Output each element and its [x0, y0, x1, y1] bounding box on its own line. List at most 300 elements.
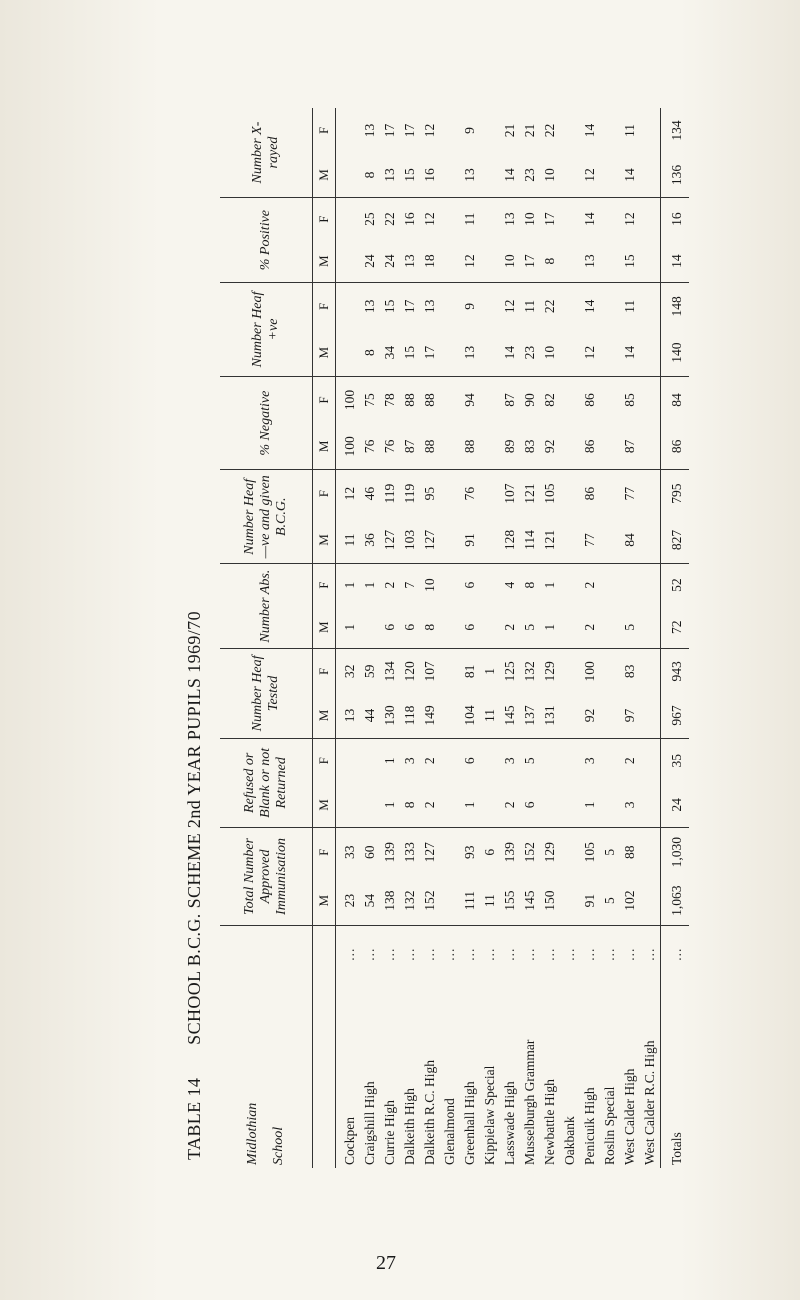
percent-positive-female-cell: 10	[522, 212, 537, 226]
heaf-tested-female-cell: 81	[462, 664, 477, 679]
leader-dots: ...	[382, 947, 397, 961]
negative-bcg-female-cell: 46	[362, 486, 377, 501]
total-approved-female-cell: 129	[542, 842, 557, 863]
negative-bcg-female-cell: 105	[542, 483, 557, 504]
total-approved-female-cell	[640, 828, 661, 877]
absent-female-header: F	[313, 564, 336, 607]
heaf-tested-female-cell: 1	[482, 667, 497, 675]
school-name: Craigshill High	[362, 1081, 377, 1165]
leader-dots: ...	[362, 947, 377, 961]
negative-bcg-male-cell: 121	[540, 517, 560, 564]
absent-male-cell	[600, 606, 620, 649]
refused-female-cell: 3	[582, 757, 597, 765]
table-row	[580, 108, 600, 1168]
heaf-tested-male-cell: 44	[360, 693, 380, 738]
heaf-tested-female-cell: 129	[542, 661, 557, 682]
negative-bcg-male-cell: 127	[380, 517, 400, 564]
total-approved-male-cell: 11	[480, 876, 500, 925]
table-row	[460, 108, 480, 1168]
percent-positive-male-cell: 15	[620, 240, 640, 283]
heaf-positive-female-cell: 22	[542, 299, 557, 314]
negative-bcg-female-cell	[440, 470, 460, 517]
heaf-tested-female-cell	[640, 649, 661, 694]
percent-negative-female-cell: 85	[622, 393, 637, 407]
percent-negative-female-cell	[440, 376, 460, 423]
refused-female-cell	[440, 738, 460, 783]
heaf-tested-male-cell: 97	[620, 693, 640, 738]
percent-negative-female-cell: 84	[661, 376, 690, 423]
table-row	[600, 108, 620, 1168]
total-approved-female-cell: 33	[342, 845, 357, 859]
total-approved-male-cell: 155	[500, 876, 520, 925]
percent-negative-male-cell: 89	[500, 423, 520, 470]
total-approved-female-cell: 133	[402, 842, 417, 863]
x-rayed-male-cell	[440, 153, 460, 198]
percent-positive-male-cell: 13	[580, 240, 600, 283]
negative-bcg-female-cell: 795	[661, 470, 690, 517]
percent-positive-male-cell	[440, 240, 460, 283]
heaf-positive-male-cell: 14	[620, 330, 640, 377]
negative-bcg-female-cell: 77	[622, 486, 637, 501]
refused-female-cell: 3	[402, 757, 417, 765]
percent-positive-female-cell: 16	[661, 198, 690, 241]
x-rayed-female-cell	[440, 108, 460, 153]
percent-negative-male-cell	[600, 423, 620, 470]
x-rayed-female-cell: 12	[422, 123, 437, 138]
x-rayed-male-cell: 14	[620, 153, 640, 198]
total-approved-male-cell	[440, 876, 460, 925]
heaf-positive-female-header: F	[313, 283, 336, 330]
absent-male-cell: 6	[380, 606, 400, 649]
leader-dots: ...	[342, 947, 357, 961]
refused-male-cell: 1	[380, 783, 400, 828]
heaf-tested-male-cell	[600, 693, 620, 738]
heaf-positive-male-cell: 23	[520, 330, 540, 377]
x-rayed-male-cell	[560, 153, 580, 198]
percent-negative-male-cell	[480, 423, 500, 470]
absent-female-cell	[440, 564, 460, 607]
leader-dots: ...	[402, 947, 417, 961]
x-rayed-female-cell: 14	[582, 123, 597, 138]
refused-female-cell	[360, 738, 380, 783]
x-rayed-female-cell	[560, 108, 580, 153]
percent-positive-female-header: F	[313, 198, 336, 241]
percent-negative-female-cell: 88	[422, 393, 437, 407]
table-label: TABLE 14	[184, 1077, 204, 1160]
total-approved-male-cell: 132	[400, 876, 420, 925]
heaf-tested-male-cell: 131	[540, 693, 560, 738]
table-row	[336, 108, 361, 1168]
negative-bcg-male-cell: 127	[420, 517, 440, 564]
x-rayed-male-header: M	[313, 153, 336, 198]
x-rayed-female-cell	[640, 108, 661, 153]
absent-female-cell: 8	[522, 581, 537, 589]
heaf-positive-female-cell	[336, 283, 361, 330]
header-percent-negative: % Negative	[220, 376, 313, 470]
absent-female-cell	[620, 564, 640, 607]
percent-positive-female-cell: 11	[462, 212, 477, 226]
x-rayed-male-cell: 13	[380, 153, 400, 198]
header-refused: Refused or Blank or not Returned	[220, 738, 313, 827]
negative-bcg-female-cell	[640, 470, 661, 517]
x-rayed-male-cell: 10	[540, 153, 560, 198]
heaf-positive-female-cell	[640, 283, 661, 330]
total-approved-male-cell: 23	[336, 876, 361, 925]
absent-female-cell	[560, 564, 580, 607]
negative-bcg-female-cell: 107	[502, 483, 517, 504]
total-approved-male-cell: 111	[460, 876, 480, 925]
refused-female-cell	[640, 738, 661, 783]
x-rayed-male-cell: 23	[520, 153, 540, 198]
absent-male-cell: 1	[540, 606, 560, 649]
total-approved-male-cell: 152	[420, 876, 440, 925]
percent-negative-female-cell: 75	[362, 393, 377, 407]
percent-negative-male-cell	[640, 423, 661, 470]
leader-dots: ...	[442, 947, 457, 961]
absent-male-cell: 5	[520, 606, 540, 649]
percent-negative-male-cell: 100	[336, 423, 361, 470]
percent-negative-female-cell: 88	[402, 393, 417, 407]
percent-positive-male-cell: 14	[661, 240, 690, 283]
percent-positive-female-cell	[640, 198, 661, 241]
absent-male-cell: 2	[500, 606, 520, 649]
refused-male-cell: 6	[520, 783, 540, 828]
heaf-tested-female-cell	[560, 649, 580, 694]
absent-male-cell: 8	[420, 606, 440, 649]
heaf-positive-female-cell: 9	[462, 302, 477, 310]
refused-male-cell: 24	[661, 783, 690, 828]
absent-male-cell: 1	[336, 606, 361, 649]
percent-negative-male-cell: 87	[400, 423, 420, 470]
heaf-positive-male-cell	[336, 330, 361, 377]
school-name: West Calder High	[622, 1068, 637, 1165]
table-body	[336, 108, 690, 1168]
leader-dots: ...	[482, 947, 497, 961]
heaf-positive-male-cell: 10	[540, 330, 560, 377]
x-rayed-female-header: F	[313, 108, 336, 153]
heaf-positive-male-header: M	[313, 330, 336, 377]
leader-dots: ...	[582, 947, 597, 961]
percent-negative-male-cell: 92	[540, 423, 560, 470]
heaf-tested-male-cell: 130	[380, 693, 400, 738]
heaf-tested-female-cell: 59	[362, 664, 377, 679]
total-approved-female-cell: 88	[622, 845, 637, 859]
heaf-tested-female-cell: 100	[582, 661, 597, 682]
percent-negative-male-cell: 83	[520, 423, 540, 470]
refused-male-cell: 2	[500, 783, 520, 828]
table-row	[380, 108, 400, 1168]
absent-male-cell: 6	[400, 606, 420, 649]
sub-header-blank	[313, 925, 336, 1168]
percent-negative-female-cell	[640, 376, 661, 423]
total-approved-female-cell: 127	[422, 842, 437, 863]
heaf-tested-male-header: M	[313, 693, 336, 738]
percent-positive-female-cell	[600, 198, 620, 241]
leader-dots: ...	[522, 947, 537, 961]
percent-positive-female-cell	[440, 198, 460, 241]
percent-positive-female-cell: 12	[422, 212, 437, 226]
heaf-positive-female-cell	[440, 283, 460, 330]
x-rayed-male-cell: 15	[400, 153, 420, 198]
negative-bcg-female-cell	[560, 470, 580, 517]
percent-positive-male-cell: 24	[360, 240, 380, 283]
negative-bcg-male-cell: 827	[661, 517, 690, 564]
negative-bcg-male-cell: 91	[460, 517, 480, 564]
heaf-tested-male-cell: 13	[336, 693, 361, 738]
absent-male-cell: 5	[620, 606, 640, 649]
absent-male-cell	[360, 606, 380, 649]
totals-label: Totals	[661, 964, 690, 1168]
x-rayed-male-cell	[600, 153, 620, 198]
refused-male-cell	[480, 783, 500, 828]
percent-negative-male-cell: 76	[380, 423, 400, 470]
absent-female-cell: 2	[582, 581, 597, 589]
negative-bcg-male-cell	[600, 517, 620, 564]
heaf-positive-male-cell: 12	[580, 330, 600, 377]
percent-positive-male-cell	[640, 240, 661, 283]
school-name: Greenhall High	[462, 1081, 477, 1165]
percent-negative-female-header: F	[313, 376, 336, 423]
header-percent-positive: % Positive	[220, 198, 313, 283]
leader-dots: ...	[602, 947, 617, 961]
percent-positive-female-cell: 14	[582, 212, 597, 226]
negative-bcg-female-cell: 95	[422, 486, 437, 501]
school-name: Newbattle High	[542, 1079, 557, 1165]
total-approved-female-header: F	[313, 828, 336, 877]
total-approved-male-cell: 150	[540, 876, 560, 925]
heaf-tested-female-cell: 125	[502, 661, 517, 682]
leader-dots: ...	[562, 947, 577, 961]
heaf-positive-male-cell: 14	[500, 330, 520, 377]
percent-positive-female-cell: 17	[542, 212, 557, 226]
refused-female-cell	[560, 738, 580, 783]
heaf-tested-male-cell: 104	[460, 693, 480, 738]
table-caption	[184, 611, 205, 1160]
negative-bcg-male-cell	[480, 517, 500, 564]
percent-positive-female-cell: 16	[402, 212, 417, 226]
negative-bcg-female-cell: 12	[342, 486, 357, 501]
x-rayed-female-cell: 134	[661, 108, 690, 153]
percent-negative-male-cell	[560, 423, 580, 470]
school-name: West Calder R.C. High	[642, 1040, 657, 1165]
school-name: Oakbank	[562, 1116, 577, 1165]
school-name: Cockpen	[342, 1117, 357, 1165]
table-row	[480, 108, 500, 1168]
refused-male-cell: 1	[580, 783, 600, 828]
heaf-tested-male-cell	[440, 693, 460, 738]
heaf-tested-female-cell: 83	[622, 664, 637, 679]
total-approved-female-cell: 5	[602, 848, 617, 856]
total-approved-male-cell	[560, 876, 580, 925]
percent-negative-female-cell	[560, 376, 580, 423]
total-approved-male-cell: 1,063	[661, 876, 690, 925]
negative-bcg-male-cell: 114	[520, 517, 540, 564]
heaf-tested-male-cell: 967	[661, 693, 690, 738]
percent-negative-female-cell	[480, 376, 500, 423]
x-rayed-female-cell: 17	[402, 123, 417, 138]
heaf-positive-male-cell	[440, 330, 460, 377]
refused-female-cell: 2	[422, 757, 437, 765]
negative-bcg-female-cell: 86	[582, 486, 597, 501]
total-approved-female-cell	[560, 828, 580, 877]
x-rayed-female-cell: 17	[382, 123, 397, 138]
negative-bcg-male-cell: 103	[400, 517, 420, 564]
total-approved-male-cell: 54	[360, 876, 380, 925]
absent-male-cell: 2	[580, 606, 600, 649]
table-row	[400, 108, 420, 1168]
heaf-positive-female-cell: 12	[502, 299, 517, 314]
total-approved-male-header: M	[313, 876, 336, 925]
x-rayed-female-cell	[480, 108, 500, 153]
absent-female-cell: 1	[542, 581, 557, 589]
table-row	[520, 108, 540, 1168]
absent-male-header: M	[313, 606, 336, 649]
refused-male-cell: 1	[460, 783, 480, 828]
negative-bcg-male-header: M	[313, 517, 336, 564]
heaf-positive-female-cell: 17	[402, 299, 417, 314]
leader-dots: ...	[542, 947, 557, 961]
percent-negative-male-cell	[440, 423, 460, 470]
absent-male-cell	[480, 606, 500, 649]
percent-positive-male-header: M	[313, 240, 336, 283]
percent-positive-male-cell	[480, 240, 500, 283]
x-rayed-female-cell: 13	[362, 123, 377, 138]
negative-bcg-male-cell: 84	[620, 517, 640, 564]
heaf-tested-female-cell: 120	[402, 661, 417, 682]
negative-bcg-female-cell: 119	[382, 483, 397, 504]
x-rayed-male-cell	[336, 153, 361, 198]
total-approved-male-cell: 145	[520, 876, 540, 925]
heaf-tested-male-cell: 137	[520, 693, 540, 738]
refused-female-cell: 3	[502, 757, 517, 765]
heaf-positive-female-cell: 13	[362, 299, 377, 314]
percent-positive-male-cell	[600, 240, 620, 283]
absent-female-cell: 1	[342, 581, 357, 589]
absent-female-cell	[640, 564, 661, 607]
negative-bcg-female-cell: 119	[402, 483, 417, 504]
absent-male-cell	[640, 606, 661, 649]
x-rayed-female-cell: 21	[502, 123, 517, 138]
x-rayed-female-cell: 11	[622, 123, 637, 137]
table-row	[540, 108, 560, 1168]
negative-bcg-female-cell: 121	[522, 483, 537, 504]
table-row	[620, 108, 640, 1168]
percent-positive-female-cell: 22	[382, 212, 397, 226]
school-column-label: School	[271, 1126, 286, 1165]
percent-positive-female-cell	[336, 198, 361, 241]
percent-negative-female-cell: 94	[462, 393, 477, 407]
total-approved-male-cell: 102	[620, 876, 640, 925]
school-name: Musselburgh Grammar	[522, 1039, 537, 1165]
refused-male-header: M	[313, 783, 336, 828]
negative-bcg-male-cell: 36	[360, 517, 380, 564]
page-number: 27	[376, 1252, 396, 1274]
percent-negative-female-cell	[600, 376, 620, 423]
percent-positive-female-cell: 13	[502, 212, 517, 226]
heaf-tested-female-cell: 107	[422, 661, 437, 682]
heaf-positive-male-cell	[640, 330, 661, 377]
negative-bcg-female-cell: 76	[462, 486, 477, 501]
leader-dots: ...	[462, 947, 477, 961]
percent-positive-male-cell: 13	[400, 240, 420, 283]
total-approved-female-cell: 105	[582, 842, 597, 863]
total-approved-female-cell: 152	[522, 842, 537, 863]
refused-male-cell	[360, 783, 380, 828]
table-row	[420, 108, 440, 1168]
percent-negative-female-cell: 87	[502, 393, 517, 407]
leader-dots: ...	[502, 947, 517, 961]
percent-positive-female-cell	[560, 198, 580, 241]
heaf-positive-female-cell	[480, 283, 500, 330]
negative-bcg-male-cell	[640, 517, 661, 564]
refused-male-cell	[640, 783, 661, 828]
x-rayed-male-cell: 13	[460, 153, 480, 198]
total-approved-male-cell	[640, 876, 661, 925]
percent-negative-male-cell: 88	[460, 423, 480, 470]
negative-bcg-female-header: F	[313, 470, 336, 517]
heaf-positive-male-cell: 13	[460, 330, 480, 377]
refused-female-cell: 35	[661, 738, 690, 783]
percent-positive-female-cell: 25	[362, 212, 377, 226]
percent-positive-male-cell: 10	[500, 240, 520, 283]
x-rayed-female-cell: 22	[542, 123, 557, 138]
percent-negative-male-cell: 76	[360, 423, 380, 470]
refused-male-cell	[540, 783, 560, 828]
school-name: Dalkeith R.C. High	[422, 1060, 437, 1165]
heaf-positive-female-cell: 11	[522, 299, 537, 313]
percent-negative-male-cell: 86	[580, 423, 600, 470]
leader-dots: ...	[422, 947, 437, 961]
heaf-positive-female-cell: 15	[382, 299, 397, 314]
x-rayed-male-cell	[480, 153, 500, 198]
total-approved-female-cell: 139	[502, 842, 517, 863]
heaf-tested-male-cell: 145	[500, 693, 520, 738]
absent-male-cell	[560, 606, 580, 649]
refused-male-cell: 2	[420, 783, 440, 828]
total-approved-female-cell: 93	[462, 845, 477, 859]
refused-female-cell	[540, 738, 560, 783]
percent-negative-male-cell: 86	[661, 423, 690, 470]
percent-positive-male-cell: 17	[520, 240, 540, 283]
header-heaf-positive: Number Heaf +ve	[220, 283, 313, 377]
total-approved-male-cell: 91	[580, 876, 600, 925]
refused-male-cell: 3	[620, 783, 640, 828]
heaf-positive-female-cell	[560, 283, 580, 330]
header-row	[220, 108, 313, 1168]
table-heading: SCHOOL B.C.G. SCHEME 2nd YEAR PUPILS 1969/70	[184, 611, 204, 1045]
total-approved-female-cell: 6	[482, 848, 497, 856]
x-rayed-female-cell: 21	[522, 123, 537, 138]
refused-female-header: F	[313, 738, 336, 783]
absent-female-cell: 2	[382, 581, 397, 589]
absent-female-cell	[600, 564, 620, 607]
percent-negative-male-header: M	[313, 423, 336, 470]
x-rayed-male-cell: 12	[580, 153, 600, 198]
total-approved-female-cell: 139	[382, 842, 397, 863]
heaf-tested-male-cell: 149	[420, 693, 440, 738]
absent-female-cell: 1	[362, 581, 377, 589]
leader-dots: ...	[642, 947, 657, 961]
heaf-tested-female-cell: 943	[661, 649, 690, 694]
total-approved-female-cell	[440, 828, 460, 877]
heaf-positive-male-cell: 15	[400, 330, 420, 377]
header-x-rayed: Number X-rayed	[220, 108, 313, 198]
x-rayed-male-cell: 14	[500, 153, 520, 198]
totals-row	[661, 108, 690, 1168]
heaf-tested-female-cell: 32	[342, 664, 357, 679]
negative-bcg-male-cell	[440, 517, 460, 564]
absent-female-cell	[480, 564, 500, 607]
